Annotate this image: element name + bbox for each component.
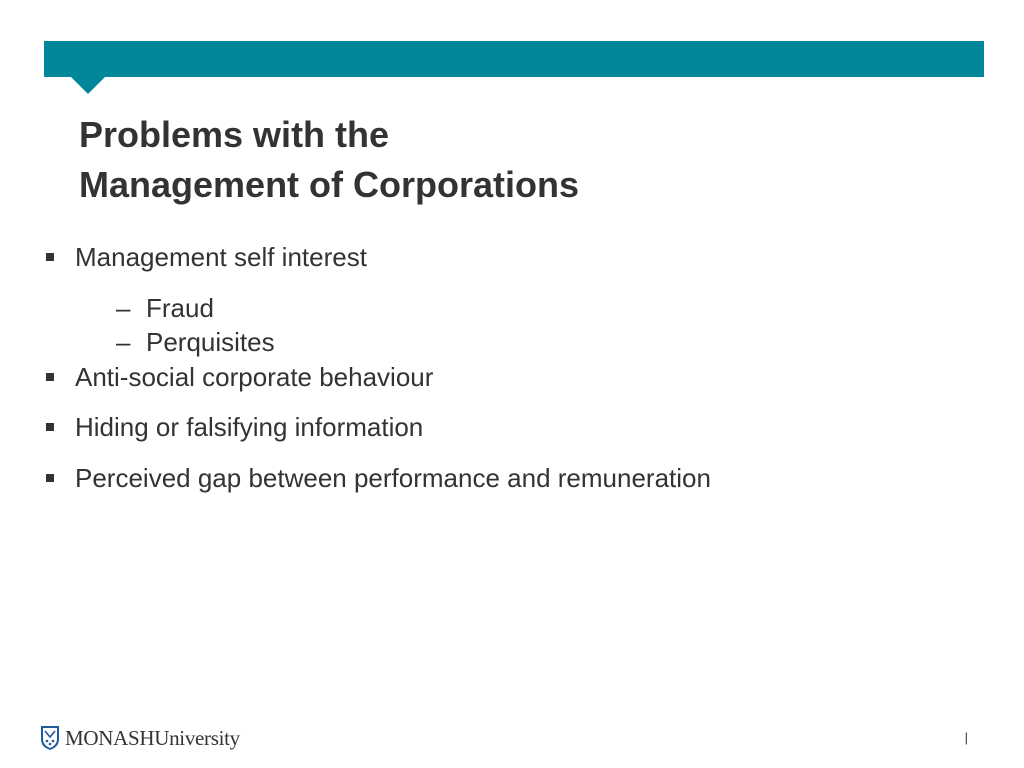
square-bullet-icon xyxy=(46,423,54,431)
square-bullet-icon xyxy=(46,373,54,381)
sub-bullet-item xyxy=(44,291,964,325)
dash-bullet-icon: – xyxy=(116,293,131,323)
bullet-item xyxy=(44,410,964,444)
bullet-list-continued xyxy=(44,360,964,495)
monash-crest-icon xyxy=(40,725,60,751)
slide-number: | xyxy=(964,730,968,745)
sub-bullet-text: Perquisites xyxy=(146,327,275,357)
sub-bullet-text: Fraud xyxy=(146,293,214,323)
square-bullet-icon xyxy=(46,474,54,482)
bullet-text: Hiding or falsifying information xyxy=(75,412,424,442)
sub-bullet-item xyxy=(44,325,964,359)
header-accent-notch xyxy=(71,77,105,94)
bullet-text: Management self interest xyxy=(75,242,367,272)
bullet-text: Anti-social corporate behaviour xyxy=(75,362,434,392)
bullet-text: Perceived gap between performance and remuneration xyxy=(75,463,711,493)
slide-title xyxy=(79,110,579,210)
dash-bullet-icon: – xyxy=(116,327,131,357)
bullet-item xyxy=(44,240,964,274)
slide-title-line-1: Problems with the xyxy=(79,114,390,155)
logo-wordmark xyxy=(65,726,240,751)
slide-title-line-2: Management of Corporations xyxy=(79,164,580,205)
logo-wordmark-primary: MONASH xyxy=(65,725,155,750)
square-bullet-icon xyxy=(46,253,54,261)
header-accent-bar xyxy=(44,41,984,77)
monash-logo xyxy=(40,724,240,752)
bullet-item xyxy=(44,461,964,495)
bullet-item xyxy=(44,360,964,394)
sub-bullet-list xyxy=(44,291,964,359)
logo-wordmark-secondary: University xyxy=(154,725,240,750)
bullet-list xyxy=(44,240,964,274)
